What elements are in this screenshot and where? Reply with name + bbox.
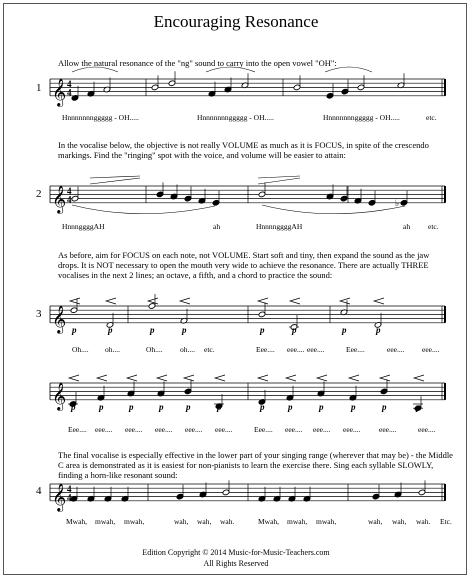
- section-3b-lyric: eee....: [285, 425, 303, 434]
- dynamic-marking: p: [351, 401, 356, 412]
- crescendo-hairpin: [380, 375, 390, 381]
- time-signature-bottom: 4: [67, 492, 72, 503]
- section-3b-lyric: eee....: [313, 425, 331, 434]
- crescendo-hairpin: [184, 375, 194, 381]
- section-4-lyric: mwah,: [95, 517, 116, 526]
- treble-clef: 𝄞: [52, 482, 67, 511]
- section-3b-lyric: Eee....: [254, 425, 273, 434]
- section-4-lyric: wah,: [392, 517, 407, 526]
- section-4-lyric: mwah,: [316, 517, 337, 526]
- treble-clef: 𝄞: [52, 381, 67, 410]
- crescendo-hairpin: [180, 298, 190, 304]
- slur: [206, 67, 255, 72]
- dynamic-marking: p: [319, 401, 324, 412]
- section-3-lyric: Eee....: [256, 345, 275, 354]
- rights-line: All Rights Reserved: [203, 559, 269, 568]
- section-4-lyric: wah.: [220, 517, 235, 526]
- section-4-lyric: Etc.: [440, 517, 452, 526]
- section-3b-lyric: eee....: [418, 425, 436, 434]
- time-signature-top: 4: [67, 185, 72, 196]
- crescendo-hairpin: [157, 375, 167, 381]
- slur: [72, 67, 118, 72]
- section-2-lyric: ah: [213, 222, 221, 231]
- section-3-instructions: As before, aim for FOCUS on each note, not VOLUME. Start soft and tiny, then expand the sound as the jaw drops. It is NOT necessary to open the mouth very wide to achieve the resonance. There are actually THREE vocalises in the next 2 lines; an octave, a fifth, and a chord to practice the sound:: [58, 250, 430, 280]
- crescendo-hairpin: [215, 375, 225, 381]
- section-1-instructions: Allow the natural resonance of the "ng" sound to carry into the open vowel "OH":: [58, 58, 337, 68]
- crescendo-hairpin: [106, 298, 116, 304]
- section-4-lyric: mwah,: [287, 517, 308, 526]
- crescendo-hairpin: [414, 375, 424, 381]
- section-3-lyric: etc.: [204, 345, 215, 354]
- crescendo-hairpin: [69, 375, 79, 381]
- dynamic-marking: p: [288, 401, 293, 412]
- section-3b-lyric: eee....: [125, 425, 143, 434]
- time-signature-bottom: 4: [67, 87, 72, 98]
- section-4-lyric: Mwah,: [66, 517, 88, 526]
- crescendo-line: [90, 176, 140, 178]
- section-3-lyric: oh....: [180, 345, 195, 354]
- crescendo-hairpin: [290, 298, 300, 304]
- dynamic-marking: p: [260, 401, 265, 412]
- section-2-lyric: HnnnggggAH: [62, 222, 105, 231]
- section-4-lyric: mwah,: [124, 517, 145, 526]
- crescendo-hairpin: [258, 298, 268, 304]
- section-2-lyric: ah: [403, 222, 411, 231]
- crescendo-hairpin: [340, 298, 350, 304]
- dynamic-marking: p: [186, 401, 191, 412]
- dynamic-marking: p: [71, 401, 76, 412]
- section-3-lyric: eee....: [422, 345, 440, 354]
- section-4-number: 4: [36, 485, 42, 497]
- time-signature-top: 4: [67, 78, 72, 89]
- section-3-lyric: Oh....: [146, 345, 163, 354]
- crescendo-hairpin: [258, 375, 268, 381]
- section-1-lyric: Hnnnnnnnggggg - OH.....: [197, 113, 274, 122]
- dynamic-marking: p: [342, 324, 347, 335]
- crescendo-hairpin: [97, 375, 107, 381]
- section-4-lyric: wah,: [197, 517, 212, 526]
- crescendo-hairpin: [70, 298, 80, 304]
- crescendo-line: [258, 178, 300, 184]
- dynamic-marking: p: [99, 401, 104, 412]
- crescendo-line: [90, 178, 140, 184]
- crescendo-hairpin: [349, 375, 359, 381]
- section-3-lyric: oh....: [105, 345, 120, 354]
- copyright-line: Edition Copyright © 2014 Music-for-Music-Teachers.com: [142, 548, 330, 557]
- crescendo-hairpin: [374, 298, 384, 304]
- section-3-lyric: eee....: [307, 345, 325, 354]
- section-3b-lyric: eee....: [379, 425, 397, 434]
- dynamic-marking: p: [150, 324, 155, 335]
- dynamic-marking: p: [376, 324, 381, 335]
- treble-clef: 𝄞: [52, 304, 67, 333]
- section-3-lyric: eee....: [287, 345, 305, 354]
- dynamic-marking: p: [72, 324, 77, 335]
- section-4-lyric: wah.: [416, 517, 431, 526]
- section-2-lyric: etc.: [428, 222, 439, 231]
- slur: [72, 205, 215, 214]
- crescendo-hairpin: [286, 375, 296, 381]
- time-signature-top: 4: [67, 484, 72, 494]
- dynamic-marking: p: [182, 324, 187, 335]
- dynamic-marking: p: [217, 401, 222, 412]
- crescendo-hairpin: [127, 375, 137, 381]
- section-1-lyric: etc.: [426, 113, 437, 122]
- section-4-lyric: Mwah,: [258, 517, 280, 526]
- crescendo-line: [258, 176, 300, 178]
- section-4-lyric: wah,: [174, 517, 189, 526]
- section-3-number: 3: [36, 308, 42, 320]
- section-3b-lyric: eee....: [155, 425, 173, 434]
- section-2-instructions: In the vocalise below, the objective is not really VOLUME as much as it is FOCUS, in spite of the crescendo markings. Find the "ringing" spot with the voice, and volume will be easier to attain:: [58, 140, 429, 160]
- dynamic-marking: p: [416, 401, 421, 412]
- section-1-lyric: Hnnnnnnnggggg - OH.....: [323, 113, 400, 122]
- slur: [325, 67, 372, 72]
- dynamic-marking: p: [292, 324, 297, 335]
- section-3b-lyric: eee....: [343, 425, 361, 434]
- dynamic-marking: p: [382, 401, 387, 412]
- time-signature-bottom: 4: [67, 194, 72, 205]
- section-1-lyric: Hnnnnnnnggggg - OH.....: [62, 113, 139, 122]
- crescendo-hairpin: [317, 375, 327, 381]
- dynamic-marking: p: [129, 401, 134, 412]
- dynamic-marking: p: [260, 324, 265, 335]
- section-2-lyric: HnnnnggggAH: [256, 222, 303, 231]
- section-3b-lyric: Eee....: [68, 425, 87, 434]
- treble-clef: 𝄞: [52, 184, 67, 213]
- section-2-number: 2: [36, 188, 42, 200]
- section-4-instructions: The final vocalise is especially effective in the lower part of your singing range (wherever that may be) - the Middle C area is demonstrated as it is easiest for non-pianists to learn the exercise there. Sing each syllable SLOWLY, finding a horn-like resonant sound:: [58, 450, 453, 480]
- section-3b-lyric: eee....: [95, 425, 113, 434]
- section-3-lyric: Eee....: [346, 345, 365, 354]
- section-3-lyric: Oh....: [72, 345, 89, 354]
- section-3b-lyric: eee....: [215, 425, 233, 434]
- treble-clef: 𝄞: [52, 77, 67, 106]
- section-4-lyric: wah,: [368, 517, 383, 526]
- flat-sign: ♭: [395, 197, 400, 208]
- section-3b-lyric: eee....: [185, 425, 203, 434]
- section-1-number: 1: [36, 82, 42, 94]
- dynamic-marking: p: [159, 401, 164, 412]
- slur: [262, 205, 405, 214]
- section-3-lyric: eee....: [387, 345, 405, 354]
- dynamic-marking: p: [108, 324, 113, 335]
- page-title: Encouraging Resonance: [153, 12, 319, 31]
